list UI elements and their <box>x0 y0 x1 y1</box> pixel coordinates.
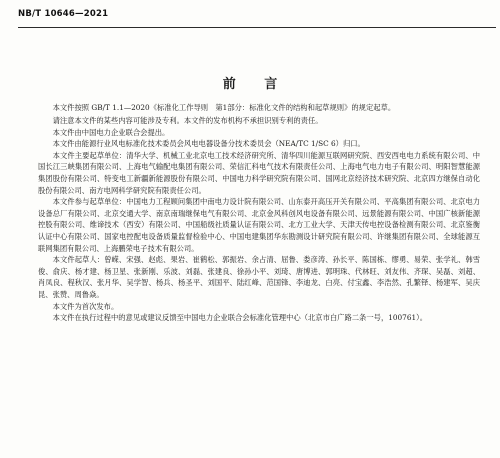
paragraph-patent-notice: 请注意本文件的某些内容可能涉及专利。本文件的发布机构不承担识别专利的责任。 <box>52 116 323 126</box>
foreword-body <box>38 102 480 324</box>
paragraph-feedback: 本文件在执行过程中的意见或建议反馈至中国电力企业联合会标准化管理中心（北京市白广路二条一号，100761）。 <box>52 313 428 323</box>
paragraph-technical-committee: 本文件由能源行业风电标准化技术委员会风电电器设备分技术委员会（NEA/TC 1/SC 6）归口。 <box>52 139 365 149</box>
standard-number: NB/T 10646—2021 <box>18 9 109 19</box>
paragraph-proposer: 本文件由中国电力企业联合会提出。 <box>52 127 170 137</box>
paragraph-first-release: 本文件为首次发布。 <box>52 301 119 311</box>
foreword-heading: 前 言 <box>222 77 290 92</box>
paragraph-participating-units: 本文件参与起草单位：中国电力工程顾问集团中南电力设计院有限公司、山东泰开高压开关有限公司、平高集团有限公司、北京电力设备总厂有限公司、北京交通大学、南京南瑞继保电气有限公司、北京金风科创风电设备有限公司、远景能源有限公司、中国广核新能源控股有限公司、维谛技术（西安）有限公司、中国船级社质量认证有限公司、北方工业大学、天津天传电控设备检测有限公司、北京鉴衡认证中心有限公司、国家电控配电设备质量监督检验中心、中国电建集团华东勘测设计研究院有限公司、许继集团有限公司、全球能源互联网集团有限公司、上海鹏荣电子技术有限公司。 <box>38 197 480 253</box>
header-rule <box>18 27 496 28</box>
paragraph-drafters: 本文件起草人：曾嵘、宋强、赵彪、果岩、崔鹤松、郭振岩、余占清、屈鲁、娄彦涛、孙长平、陈国栋、缪勇、易荣、张学礼、韩雪俊、俞庆、杨才建、杨卫星、张新刚、乐波、刘磊、张建良、徐孙小平、刘琦、唐博进、郭明珠、代林旺、刘友伟、齐琛、吴磊、刘超、肖凤良、程秋汉、张月华、吴学智、杨兵、杨圣平、刘国平、陆红峰、范国锋、李迪龙、白亮、付宝鑫、李浩然、孔繁铎、杨建军、吴庆昆、张赞、周鲁焱。 <box>38 255 480 299</box>
paragraph-drafting-rules: 本文件按照 GB/T 1.1—2020《标准化工作导则 第1部分：标准化文件的结构和起草规则》的规定起草。 <box>52 103 396 112</box>
paragraph-main-drafting-units: 本文件主要起草单位：清华大学、机械工业北京电工技术经济研究所、清华四川能源互联网研究院、西安西电电力系统有限公司、中国长江三峡集团有限公司、上海电气输配电集团有限公司、荣信汇科电气技术有限责任公司、上海电气电力电子有限公司、明阳智慧能源集团股份有限公司、特变电工新疆新能源股份有限公司、中国电力科学研究院有限公司、国网北京经济技术研究院、北京四方继保自动化股份有限公司、南方电网科学研究院有限责任公司。 <box>38 150 480 195</box>
